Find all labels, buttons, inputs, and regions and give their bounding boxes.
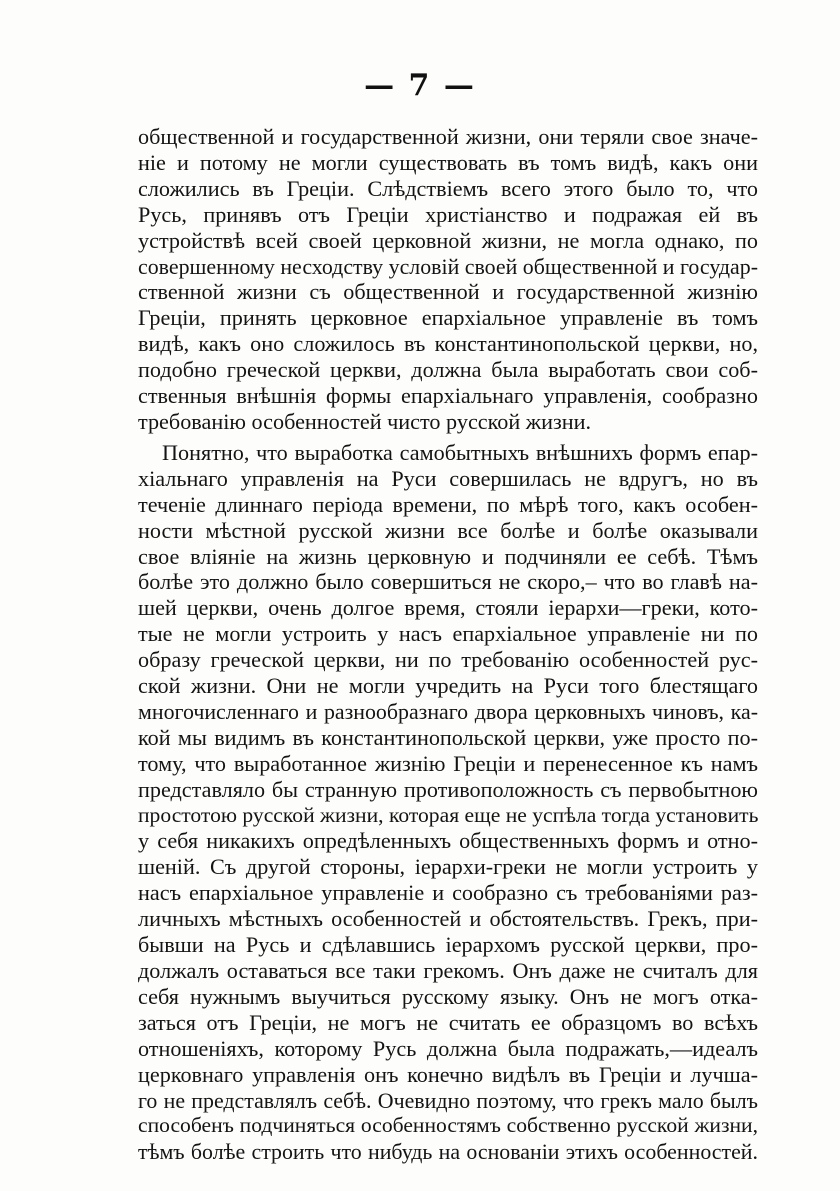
text-line: го не представлялъ себѣ. Очевидно поэтому, что грекъ мало былъ [138,1087,758,1113]
text-line: болѣе это должно было совершиться не скоро,– что во главѣ на- [138,569,758,595]
text-line: насъ епархіальное управленіе и сообразно съ требованіями раз- [138,880,758,906]
text-line: подобно греческой церкви, должна была выработать свои соб- [138,357,758,383]
text-line: способенъ подчиняться особенностямъ собственно русской жизни, [138,1113,758,1138]
text-line: ственной жизни съ общественной и государственной жизнію [138,279,758,305]
text-line: требованію особенностей чисто русской жизни. [138,408,592,434]
text-line: образу греческой церкви, ни по требованію особенностей рус- [138,647,758,673]
text-line: многочисленнаго и разнообразнаго двора церковныхъ чиновъ, ка- [138,698,758,724]
text-line: заться отъ Греціи, не могъ не считать ее образцомъ во всѣхъ [138,1009,758,1035]
text-line: теченіе длиннаго періода времени, по мѣрѣ того, какъ особен- [138,491,758,517]
text-line: устройствѣ всей своей церковной жизни, не могла однако, по [138,227,758,253]
text-line: тые не могли устроить у насъ епархіальное управленіе ни по [138,621,758,647]
text-line: шеній. Съ другой стороны, іерархи-греки не могли устроить у [138,854,758,880]
paragraph-2 [138,440,758,1165]
text-line: видѣ, какъ оно сложилось въ константинопольской церкви, но, [138,331,758,357]
text-line: представляло бы странную противоположность съ первобытною [138,776,758,802]
text-line: тому, что выработанное жизнію Греціи и перенесенное къ намъ [138,750,758,776]
text-line: шей церкви, очень долгое время, стояли іерархи—греки, кото- [138,595,758,621]
text-line: отношеніяхъ, которому Русь должна была подражать,—идеалъ [138,1035,758,1061]
text-line: себя нужнымъ выучиться русскому языку. Онъ не могъ отка- [138,983,758,1009]
text-line: Понятно, что выработка самобытныхъ внѣшнихъ формъ епар- [162,439,758,465]
paragraph-1 [138,124,758,435]
text-line: у себя никакихъ опредѣленныхъ общественныхъ формъ и отно- [138,828,758,854]
page-number: — 7 — [364,68,476,103]
body-text [138,124,758,1165]
text-line: хіальнаго управленія на Руси совершилась не вдругъ, но въ [138,465,758,491]
text-line: должалъ оставаться все таки грекомъ. Онъ даже не считалъ для [138,958,758,983]
text-line: свое вліяніе на жизнь церковную и подчиняли ее себѣ. Тѣмъ [138,543,758,569]
text-line: личныхъ мѣстныхъ особенностей и обстоятельствъ. Грекъ, при- [138,906,758,932]
text-line: общественной и государственной жизни, они теряли свое значе- [138,124,758,149]
text-line: сложились въ Греціи. Слѣдствіемъ всего этого было то, что [138,175,758,201]
text-line: тѣмъ болѣе строить что нибудь на основаніи этихъ особенностей. [138,1139,758,1165]
text-line: кой мы видимъ въ константинопольской церкви, уже просто по- [138,724,758,750]
text-line: ности мѣстной русской жизни все болѣе и болѣе оказывали [138,517,758,543]
text-line: простотою русской жизни, которая еще не успѣла тогда установить [138,802,759,827]
text-line: ственныя внѣшнія формы епархіальнаго управленія, сообразно [138,383,758,409]
text-line: церковнаго управленія онъ конечно видѣлъ въ Греціи и лучша- [138,1061,758,1087]
text-line: Греціи, принять церковное епархіальное управленіе въ томъ [138,305,758,331]
text-line: ніе и потому не могли существовать въ томъ видѣ, какъ они [138,149,758,175]
text-line: бывши на Русь и сдѣлавшись іерархомъ русской церкви, про- [138,932,758,958]
text-line: ской жизни. Они не могли учредить на Руси того блестящаго [138,673,758,699]
text-line: Русь, принявъ отъ Греціи христіанство и подражая ей въ [138,201,758,227]
text-line: совершенному несходству условій своей общественной и государ- [138,253,758,279]
